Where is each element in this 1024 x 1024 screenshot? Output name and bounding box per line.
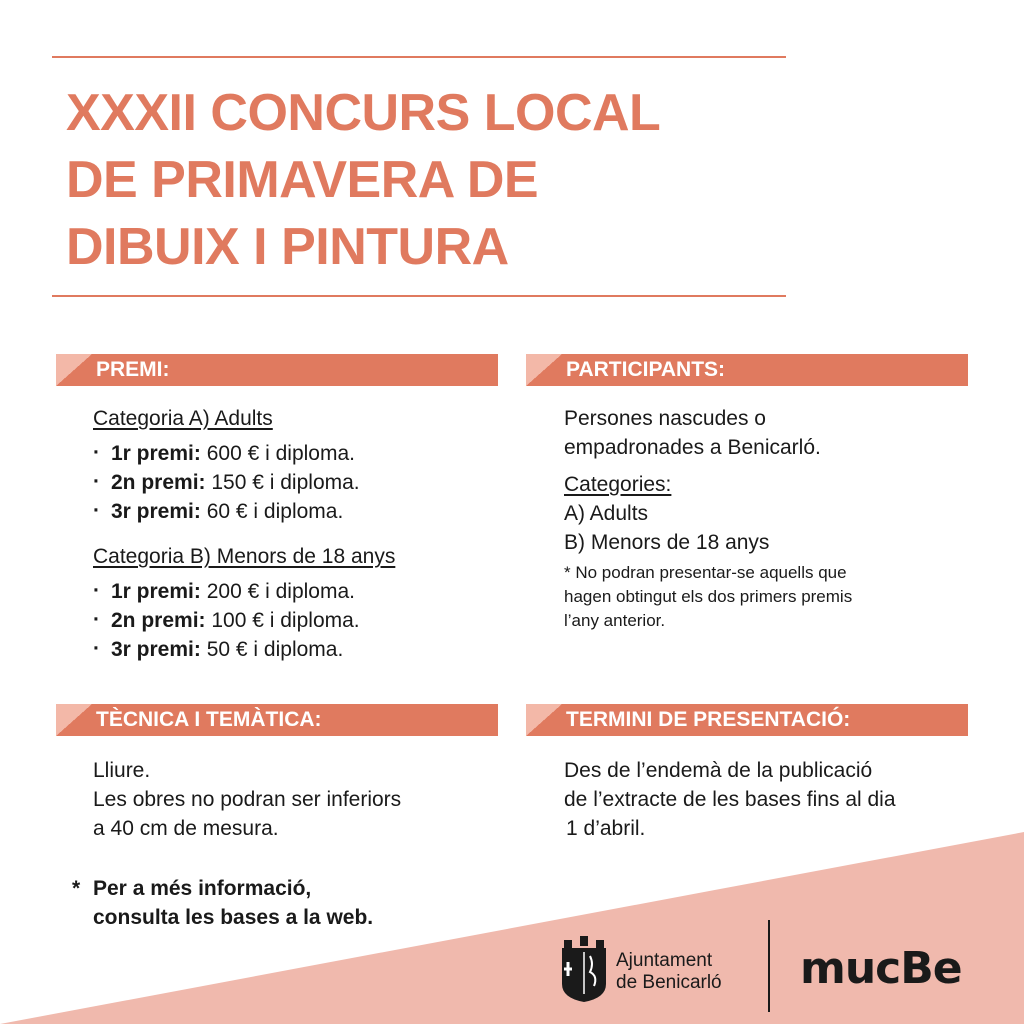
mucbe-logo: mucBe	[800, 943, 962, 994]
prize-item: · 1r premi: 600 € i diploma.	[93, 439, 493, 468]
termini-section	[564, 756, 984, 843]
tecnica-heading: TÈCNICA I TEMÀTICA:	[96, 708, 322, 731]
tecnica-text: Les obres no podran ser inferiors	[93, 788, 402, 811]
participants-text: Persones nascudes o	[564, 407, 766, 430]
page-title	[66, 80, 786, 281]
title-line: XXXII CONCURS LOCAL	[66, 84, 661, 142]
ajuntament-logo-text: Ajuntament de Benicarló	[616, 950, 722, 993]
termini-heading-bar	[526, 704, 968, 736]
premi-heading: PREMI:	[96, 358, 170, 381]
ajuntament-crest-icon	[560, 936, 608, 1002]
termini-text: de l’extracte de les bases fins al dia	[564, 788, 896, 811]
bar-notch	[526, 354, 562, 386]
tecnica-text: a 40 cm de mesura.	[93, 817, 279, 840]
category-a-prizes	[93, 439, 493, 526]
participants-section	[564, 404, 964, 633]
participants-heading-bar	[526, 354, 968, 386]
prize-item: · 2n premi: 150 € i diploma.	[93, 468, 493, 497]
title-line: DE PRIMAVERA DE	[66, 151, 539, 209]
more-info: Per a més informació, consulta les bases a la web.	[93, 877, 374, 929]
premi-section	[93, 404, 493, 664]
category-b-prizes	[93, 577, 493, 664]
termini-text: 1 d’abril.	[566, 817, 646, 840]
category-b-label: Categoria B) Menors de 18 anys	[93, 545, 396, 568]
bar-notch	[526, 704, 562, 736]
participants-text: empadronades a Benicarló.	[564, 436, 821, 459]
premi-heading-bar	[56, 354, 498, 386]
title-line: DIBUIX I PINTURA	[66, 218, 509, 276]
category-a: A) Adults	[564, 502, 649, 525]
participants-note: * No podran presentar-se aquells que hagen obtingut els dos primers premis l’any anterior.	[564, 563, 853, 630]
title-rule-top	[52, 56, 786, 58]
prize-item: · 2n premi: 100 € i diploma.	[93, 606, 493, 635]
termini-heading: TERMINI DE PRESENTACIÓ:	[566, 708, 851, 731]
prize-item: · 1r premi: 200 € i diploma.	[93, 577, 493, 606]
participants-heading: PARTICIPANTS:	[566, 358, 726, 381]
termini-text: Des de l’endemà de la publicació	[564, 759, 873, 782]
categories-label: Categories:	[564, 473, 672, 496]
category-a-label: Categoria A) Adults	[93, 407, 273, 430]
tecnica-heading-bar	[56, 704, 498, 736]
tecnica-section	[93, 756, 493, 843]
prize-item: · 3r premi: 60 € i diploma.	[93, 497, 493, 526]
bar-notch	[56, 354, 92, 386]
tecnica-text: Lliure.	[93, 759, 151, 782]
bar-notch	[56, 704, 92, 736]
logo-divider	[768, 920, 770, 1012]
more-info-star: *	[72, 877, 81, 900]
title-rule-bottom	[52, 295, 786, 297]
category-b: B) Menors de 18 anys	[564, 531, 770, 554]
prize-item: · 3r premi: 50 € i diploma.	[93, 635, 493, 664]
